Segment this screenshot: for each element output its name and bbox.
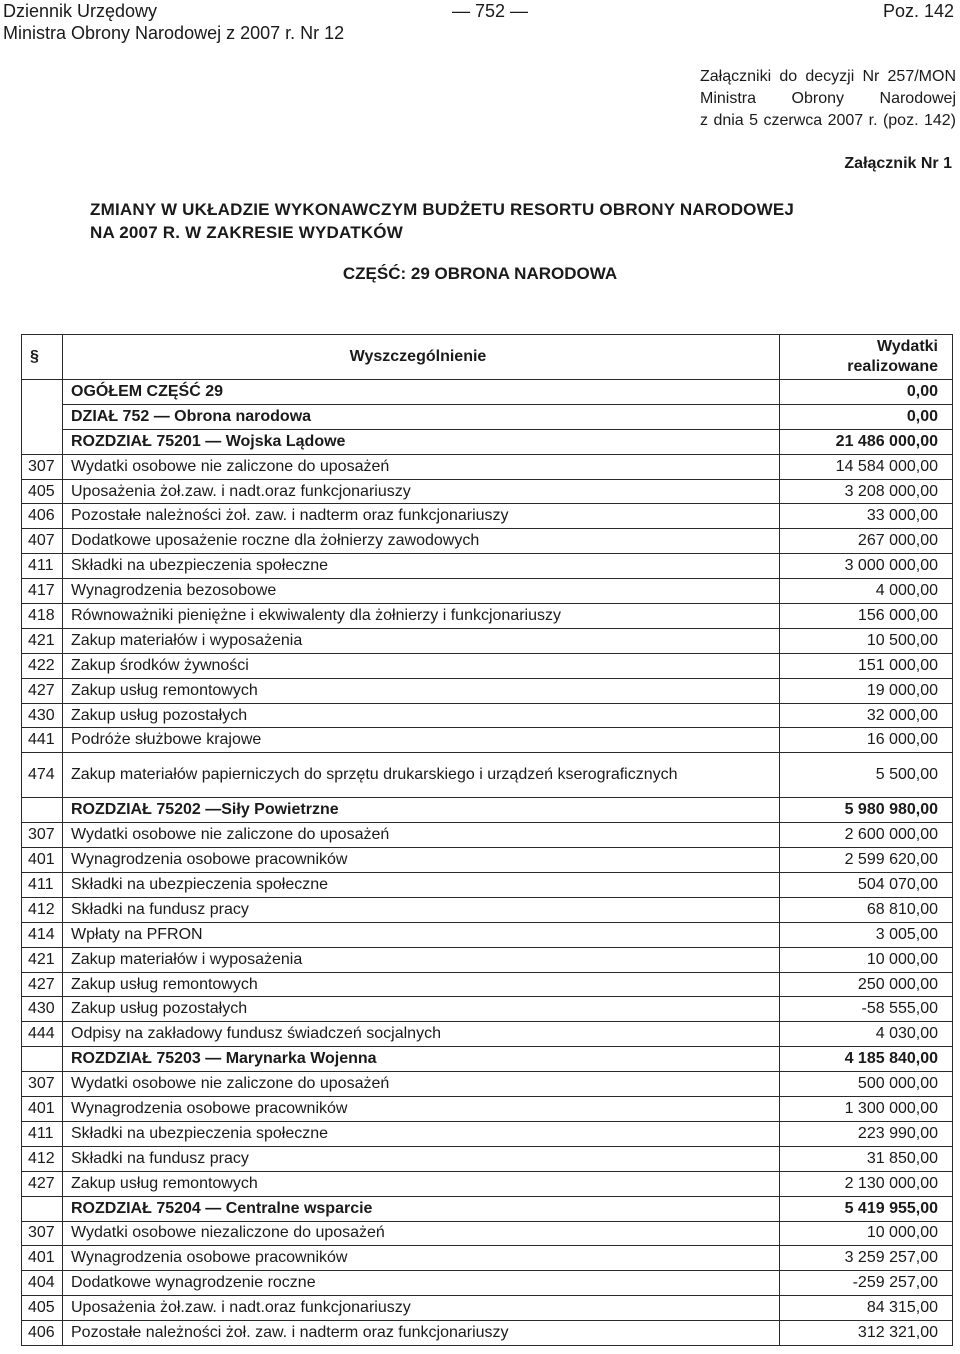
- row-amount: 14 584 000,00: [780, 454, 953, 479]
- table-row: [22, 1271, 953, 1296]
- table-row: [22, 1022, 953, 1047]
- row-code: 430: [22, 997, 63, 1022]
- row-description: Wydatki osobowe niezaliczone do uposażeń: [63, 1221, 780, 1246]
- row-amount: 5 500,00: [780, 753, 953, 798]
- row-description: Zakup usług pozostałych: [63, 997, 780, 1022]
- row-description: ROZDZIAŁ 75201 — Wojska Lądowe: [63, 429, 780, 454]
- document-title-line-1: ZMIANY W UKŁADZIE WYKONAWCZYM BUDŻETU RESORTU OBRONY NARODOWEJ: [90, 200, 795, 219]
- table-row: [22, 947, 953, 972]
- journal-line-2: Ministra Obrony Narodowej z 2007 r. Nr 12: [3, 23, 345, 43]
- table-row: [22, 1072, 953, 1097]
- row-description: Pozostałe należności żoł. zaw. i nadterm oraz funkcjonariuszy: [63, 504, 780, 529]
- table-row: [22, 823, 953, 848]
- table-row: [22, 753, 953, 798]
- row-description: Podróże służbowe krajowe: [63, 728, 780, 753]
- row-amount: 4 185 840,00: [780, 1047, 953, 1072]
- row-description: Zakup materiałów i wyposażenia: [63, 947, 780, 972]
- row-description: Wynagrodzenia osobowe pracowników: [63, 848, 780, 873]
- row-description: Wydatki osobowe nie zaliczone do uposażeń: [63, 1072, 780, 1097]
- row-amount: 4 000,00: [780, 579, 953, 604]
- row-description: Składki na ubezpieczenia społeczne: [63, 1121, 780, 1146]
- row-code: 401: [22, 1246, 63, 1271]
- table-section-row: [22, 1047, 953, 1072]
- row-amount: 151 000,00: [780, 653, 953, 678]
- row-description: OGÓŁEM CZĘŚĆ 29: [63, 380, 780, 405]
- expenditure-table: [21, 334, 953, 1346]
- table-row: [22, 1321, 953, 1346]
- row-description: Składki na ubezpieczenia społeczne: [63, 554, 780, 579]
- row-amount: -259 257,00: [780, 1271, 953, 1296]
- table-row: [22, 1221, 953, 1246]
- row-description: Zakup materiałów i wyposażenia: [63, 628, 780, 653]
- row-description: Zakup usług remontowych: [63, 972, 780, 997]
- row-description: Zakup usług remontowych: [63, 1171, 780, 1196]
- row-code: 405: [22, 479, 63, 504]
- table-row: [22, 653, 953, 678]
- row-code: 307: [22, 1221, 63, 1246]
- table-row: [22, 579, 953, 604]
- document-title-line-2: NA 2007 R. W ZAKRESIE WYDATKÓW: [90, 223, 403, 242]
- row-description: Odpisy na zakładowy fundusz świadczeń socjalnych: [63, 1022, 780, 1047]
- row-amount: 33 000,00: [780, 504, 953, 529]
- row-code: 418: [22, 604, 63, 629]
- table-section-row: [22, 429, 953, 454]
- table-section-row: [22, 404, 953, 429]
- row-amount: 500 000,00: [780, 1072, 953, 1097]
- row-amount: 84 315,00: [780, 1296, 953, 1321]
- row-description: Uposażenia żoł.zaw. i nadt.oraz funkcjonariuszy: [63, 1296, 780, 1321]
- row-code: 417: [22, 579, 63, 604]
- row-amount: 1 300 000,00: [780, 1097, 953, 1122]
- journal-line-1: Dziennik Urzędowy: [3, 1, 158, 21]
- row-amount: 3 208 000,00: [780, 479, 953, 504]
- table-row: [22, 703, 953, 728]
- row-code: 411: [22, 1121, 63, 1146]
- row-description: Wynagrodzenia osobowe pracowników: [63, 1246, 780, 1271]
- page-number: — 752 —: [452, 1, 529, 21]
- document-title: [90, 198, 794, 244]
- row-amount: 10 500,00: [780, 628, 953, 653]
- table-row: [22, 997, 953, 1022]
- row-description: Składki na fundusz pracy: [63, 897, 780, 922]
- row-code: 412: [22, 897, 63, 922]
- row-description: Wynagrodzenia osobowe pracowników: [63, 1097, 780, 1122]
- part-title: CZĘŚĆ: 29 OBRONA NARODOWA: [342, 264, 618, 283]
- row-code: [22, 380, 63, 405]
- row-amount: 267 000,00: [780, 529, 953, 554]
- row-description: Wynagrodzenia bezosobowe: [63, 579, 780, 604]
- row-description: ROZDZIAŁ 75202 —Siły Powietrzne: [63, 798, 780, 823]
- attachment-note: [700, 66, 956, 132]
- row-description: Pozostałe należności żoł. zaw. i nadterm oraz funkcjonariuszy: [63, 1321, 780, 1346]
- attachment-note-line-2: Ministra Obrony Narodowej: [700, 90, 956, 107]
- row-code: 407: [22, 529, 63, 554]
- row-amount: 4 030,00: [780, 1022, 953, 1047]
- row-code: [22, 1196, 63, 1221]
- table-header-row: [22, 335, 953, 380]
- row-description: Zakup usług pozostałych: [63, 703, 780, 728]
- row-amount: 156 000,00: [780, 604, 953, 629]
- row-amount: 32 000,00: [780, 703, 953, 728]
- row-code: [22, 1047, 63, 1072]
- row-code: 411: [22, 873, 63, 898]
- row-description: Wydatki osobowe nie zaliczone do uposażeń: [63, 823, 780, 848]
- table-section-row: [22, 1196, 953, 1221]
- header-amount: [780, 335, 953, 380]
- row-amount: 223 990,00: [780, 1121, 953, 1146]
- row-description: Zakup materiałów papierniczych do sprzętu drukarskiego i urządzeń kserograficznych: [63, 753, 780, 798]
- row-amount: 10 000,00: [780, 1221, 953, 1246]
- row-description: Wpłaty na PFRON: [63, 922, 780, 947]
- row-amount: 31 850,00: [780, 1146, 953, 1171]
- row-code: 405: [22, 1296, 63, 1321]
- attachment-number: Załącznik Nr 1: [844, 155, 952, 172]
- row-amount: 2 600 000,00: [780, 823, 953, 848]
- table-row: [22, 1097, 953, 1122]
- row-amount: 3 005,00: [780, 922, 953, 947]
- attachment-note-line-3: z dnia 5 czerwca 2007 r. (poz. 142): [700, 112, 956, 129]
- row-description: Składki na fundusz pracy: [63, 1146, 780, 1171]
- table-row: [22, 897, 953, 922]
- row-amount: 504 070,00: [780, 873, 953, 898]
- table-row: [22, 504, 953, 529]
- row-amount: 250 000,00: [780, 972, 953, 997]
- row-code: [22, 429, 63, 454]
- table-row: [22, 922, 953, 947]
- row-amount: 2 130 000,00: [780, 1171, 953, 1196]
- table-row: [22, 604, 953, 629]
- row-code: 307: [22, 1072, 63, 1097]
- row-code: 430: [22, 703, 63, 728]
- row-amount: 3 259 257,00: [780, 1246, 953, 1271]
- table-row: [22, 1171, 953, 1196]
- row-description: Składki na ubezpieczenia społeczne: [63, 873, 780, 898]
- table-row: [22, 628, 953, 653]
- row-code: [22, 798, 63, 823]
- row-code: 427: [22, 1171, 63, 1196]
- row-amount: 19 000,00: [780, 678, 953, 703]
- row-code: 441: [22, 728, 63, 753]
- row-amount: 5 980 980,00: [780, 798, 953, 823]
- row-description: ROZDZIAŁ 75204 — Centralne wsparcie: [63, 1196, 780, 1221]
- table-row: [22, 554, 953, 579]
- table-row: [22, 678, 953, 703]
- row-code: 421: [22, 947, 63, 972]
- table-row: [22, 972, 953, 997]
- header-amount-line-1: Wydatki: [876, 338, 938, 355]
- row-description: Zakup środków żywności: [63, 653, 780, 678]
- row-code: [22, 404, 63, 429]
- table-row: [22, 454, 953, 479]
- row-description: Zakup usług remontowych: [63, 678, 780, 703]
- table-row: [22, 1296, 953, 1321]
- header-symbol: §: [22, 335, 63, 380]
- table-section-row: [22, 380, 953, 405]
- row-description: Uposażenia żoł.zaw. i nadt.oraz funkcjonariuszy: [63, 479, 780, 504]
- row-code: 406: [22, 1321, 63, 1346]
- table-row: [22, 1246, 953, 1271]
- header-description: Wyszczególnienie: [63, 335, 780, 380]
- row-description: Dodatkowe wynagrodzenie roczne: [63, 1271, 780, 1296]
- table-row: [22, 479, 953, 504]
- table-row: [22, 1146, 953, 1171]
- row-amount: -58 555,00: [780, 997, 953, 1022]
- row-code: 427: [22, 678, 63, 703]
- row-code: 444: [22, 1022, 63, 1047]
- table-row: [22, 1121, 953, 1146]
- row-code: 474: [22, 753, 63, 798]
- row-description: DZIAŁ 752 — Obrona narodowa: [63, 404, 780, 429]
- row-code: 307: [22, 454, 63, 479]
- row-description: Dodatkowe uposażenie roczne dla żołnierzy zawodowych: [63, 529, 780, 554]
- row-code: 411: [22, 554, 63, 579]
- table-row: [22, 848, 953, 873]
- row-amount: 5 419 955,00: [780, 1196, 953, 1221]
- row-amount: 68 810,00: [780, 897, 953, 922]
- row-code: 401: [22, 848, 63, 873]
- row-amount: 312 321,00: [780, 1321, 953, 1346]
- position-number: Poz. 142: [882, 1, 954, 21]
- table-row: [22, 529, 953, 554]
- row-code: 427: [22, 972, 63, 997]
- table-row: [22, 873, 953, 898]
- row-code: 412: [22, 1146, 63, 1171]
- table-body: [22, 380, 953, 1346]
- row-description: Równoważniki pieniężne i ekwiwalenty dla żołnierzy i funkcjonariuszy: [63, 604, 780, 629]
- journal-title: [3, 0, 344, 44]
- attachment-note-line-1: Załączniki do decyzji Nr 257/MON: [700, 68, 956, 85]
- row-code: 307: [22, 823, 63, 848]
- row-amount: 21 486 000,00: [780, 429, 953, 454]
- row-code: 401: [22, 1097, 63, 1122]
- row-code: 404: [22, 1271, 63, 1296]
- row-amount: 3 000 000,00: [780, 554, 953, 579]
- row-amount: 10 000,00: [780, 947, 953, 972]
- row-description: Wydatki osobowe nie zaliczone do uposażeń: [63, 454, 780, 479]
- row-code: 414: [22, 922, 63, 947]
- row-amount: 2 599 620,00: [780, 848, 953, 873]
- table-row: [22, 728, 953, 753]
- row-amount: 0,00: [780, 380, 953, 405]
- row-code: 422: [22, 653, 63, 678]
- row-description: ROZDZIAŁ 75203 — Marynarka Wojenna: [63, 1047, 780, 1072]
- table-section-row: [22, 798, 953, 823]
- row-code: 406: [22, 504, 63, 529]
- header-amount-line-2: realizowane: [847, 358, 938, 375]
- row-code: 421: [22, 628, 63, 653]
- row-amount: 16 000,00: [780, 728, 953, 753]
- row-amount: 0,00: [780, 404, 953, 429]
